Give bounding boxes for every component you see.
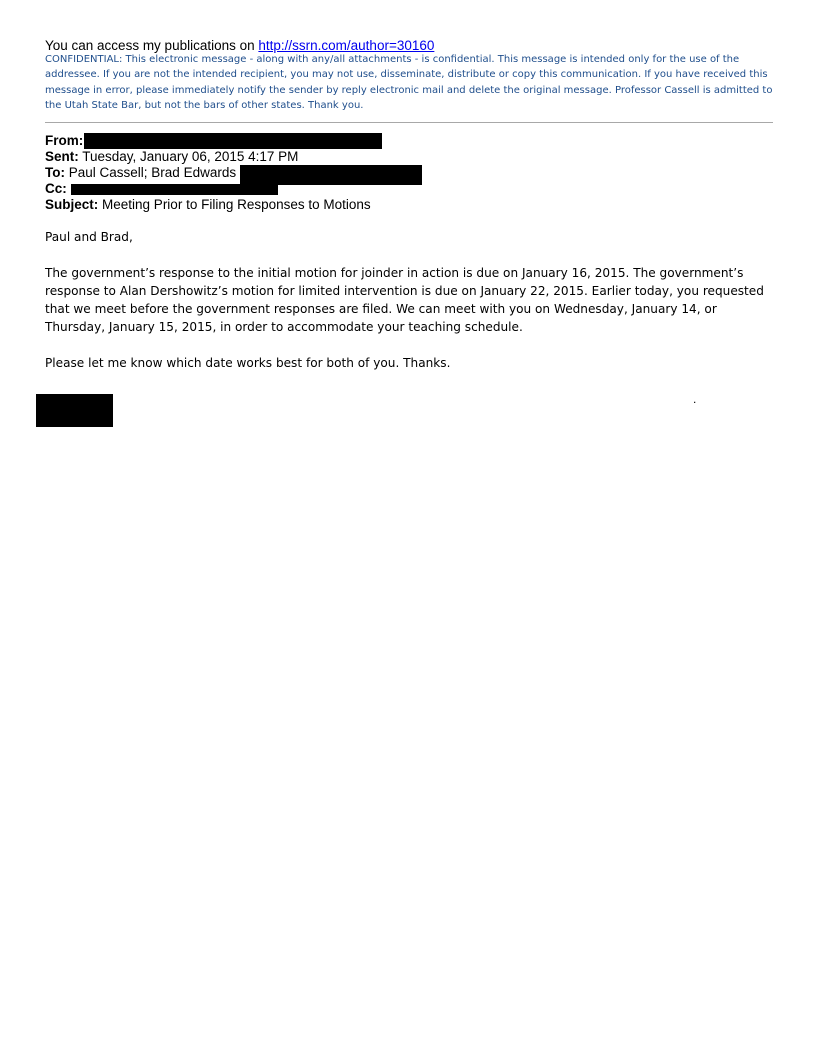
to-label: To: <box>45 165 65 180</box>
body-paragraph-1: The government’s response to the initial motion for joinder in action is due on January 16, 2015. The government’s response to Alan Dershowitz’s motion for limited intervention is due on January 22, 2015. Earlier today, you requested that we meet before the government responses are filed. We can meet with you on Wednesday, January 14, or Thursday, January 15, 2015, in order to accommodate your teaching schedule. <box>45 266 764 334</box>
sent-row <box>45 149 298 165</box>
cc-row <box>45 181 278 197</box>
sent-value: Tuesday, January 06, 2015 4:17 PM <box>82 149 299 164</box>
separator-rule <box>45 122 773 123</box>
subject-label: Subject: <box>45 197 99 212</box>
message-body <box>45 228 773 372</box>
signature-redaction <box>36 394 113 427</box>
confidentiality-notice: CONFIDENTIAL: This electronic message - along with any/all attachments - is confidential. This message is intended only for the use of the addressee. If you are not the intended recipient, you may not use, disseminate, distribute or copy this communication. If you have received this message in error, please immediately notify the sender by reply electronic mail and delete the original message. Professor Cassell is admitted to the Utah State Bar, but not the bars of other states. Thank you. <box>45 54 773 111</box>
subject-value: Meeting Prior to Filing Responses to Motions <box>102 197 371 212</box>
from-label: From: <box>45 133 84 148</box>
trailing-mark: . <box>693 392 697 406</box>
greeting: Paul and Brad, <box>45 230 133 244</box>
ssrn-link[interactable]: http://ssrn.com/author=30160 <box>258 38 435 53</box>
from-row <box>45 133 382 149</box>
to-value: Paul Cassell; Brad Edwards <box>68 165 237 180</box>
publications-text: You can access my publications on <box>45 38 259 53</box>
from-redaction <box>84 133 382 149</box>
body-paragraph-2: Please let me know which date works best for both of you. Thanks. <box>45 356 451 370</box>
cc-redaction <box>71 184 278 195</box>
subject-row <box>45 197 371 213</box>
cc-label: Cc: <box>45 181 67 196</box>
sent-label: Sent: <box>45 149 79 164</box>
